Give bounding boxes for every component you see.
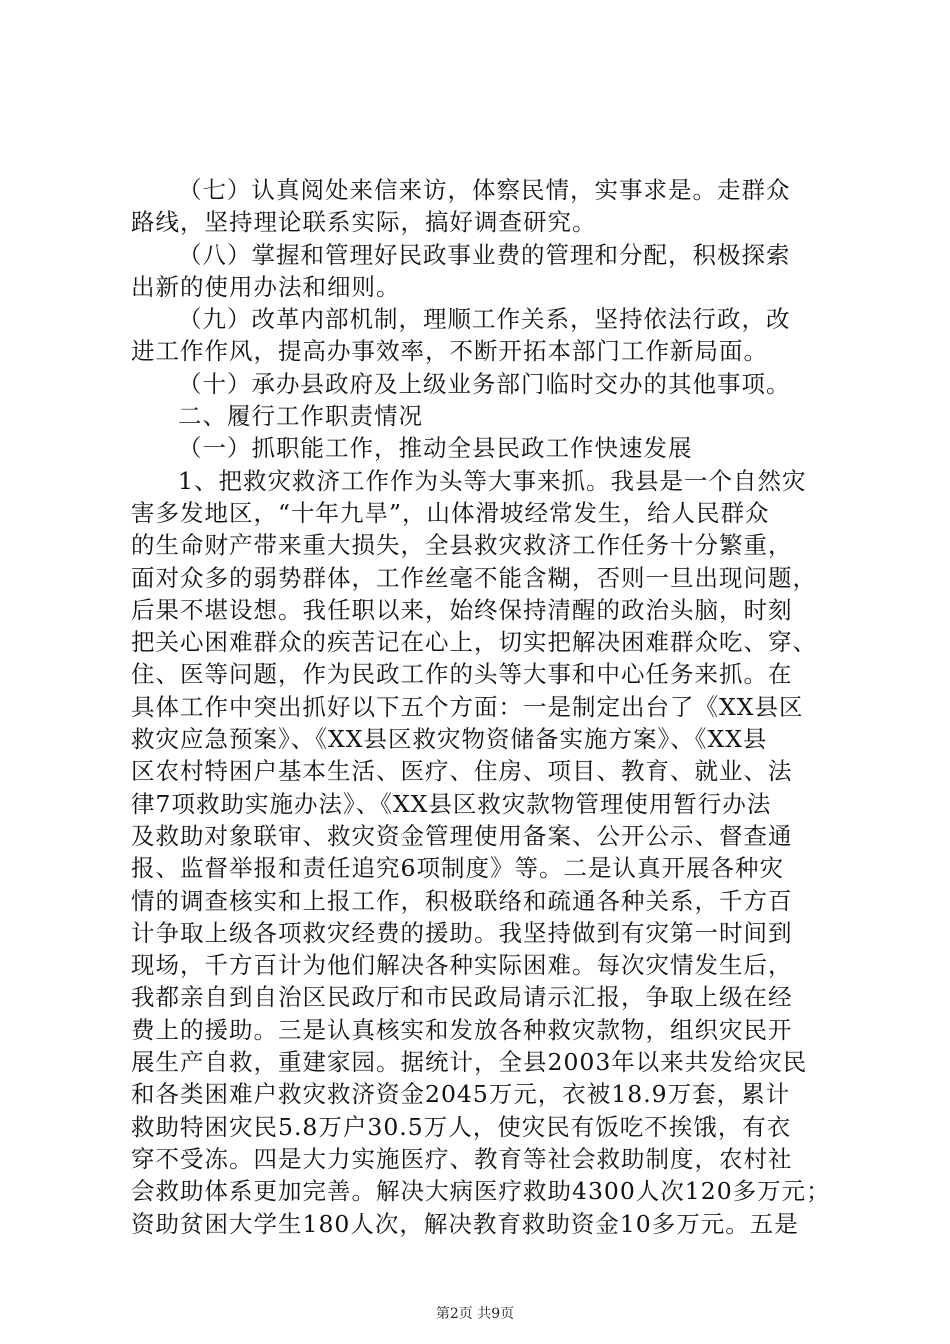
text-line: 穿不受冻。四是大力实施医疗、教育等社会救助制度，农村社	[131, 1144, 793, 1173]
text-line: 的生命财产带来重大损失，全县救灾救济工作任务十分繁重，	[131, 531, 793, 560]
text-line: （一）抓职能工作，推动全县民政工作快速发展	[178, 434, 693, 463]
text-line: 展生产自救，重建家园。据统计，全县2003年以来共发给灾民	[131, 1048, 808, 1077]
text-line: 现场，千方百计为他们解决各种实际困难。每次灾情发生后，	[131, 951, 793, 980]
text-line: 和各类困难户救灾救济资金2045万元，衣被18.9万套，累计	[131, 1080, 791, 1109]
body-text	[131, 174, 831, 1240]
text-line: 区农村特困户基本生活、医疗、住房、项目、教育、就业、法	[131, 757, 793, 786]
text-line: 救助特困灾民5.8万户30.5万人，使灾民有饭吃不挨饿，有衣	[131, 1112, 792, 1141]
page-footer: 第2页 共9页	[435, 1306, 515, 1322]
text-line: 害多发地区，“十年九旱”，山体滑坡经常发生，给人民群众	[131, 498, 770, 527]
text-line: 费上的援助。三是认真核实和发放各种救灾款物，组织灾民开	[131, 1015, 793, 1044]
text-line: 情的调查核实和上报工作，积极联络和疏通各种关系，千方百	[131, 886, 793, 915]
text-line: （十）承办县政府及上级业务部门临时交办的其他事项。	[178, 369, 791, 398]
text-line: 1、把救灾救济工作作为头等大事来抓。我县是一个自然灾	[178, 466, 807, 495]
text-line: 律7项救助实施办法》、《XX县区救灾款物管理使用暂行办法	[131, 789, 772, 818]
text-line: 具体工作中突出抓好以下五个方面：一是制定出台了《XX县区	[131, 692, 804, 721]
text-line: 后果不堪设想。我任职以来，始终保持清醒的政治头脑，时刻	[131, 595, 793, 624]
text-line: （九）改革内部机制，理顺工作关系，坚持依法行政，改	[178, 305, 791, 334]
text-line: 出新的使用办法和细则。	[131, 272, 401, 301]
text-line: （七）认真阅处来信来访，体察民情，实事求是。走群众	[178, 176, 791, 204]
text-line: 报、监督举报和责任追究6项制度》等。二是认真开展各种灾	[131, 854, 784, 883]
text-line: 面对众多的弱势群体，工作丝毫不能含糊，否则一旦出现问题，	[131, 563, 817, 592]
text-line: 计争取上级各项救灾经费的援助。我坚持做到有灾第一时间到	[131, 918, 793, 947]
text-line: 住、医等问题，作为民政工作的头等大事和中心任务来抓。在	[131, 660, 793, 689]
text-line: 资助贫困大学生180人次，解决教育救助资金10多万元。五是	[131, 1209, 799, 1238]
text-line: 路线，坚持理论联系实际，搞好调查研究。	[131, 208, 597, 237]
text-line: 把关心困难群众的疾苦记在心上，切实把解决困难群众吃、穿、	[131, 628, 817, 657]
text-line: 进工作作风，提高办事效率，不断开拓本部门工作新局面。	[131, 337, 768, 366]
text-line: 二、履行工作职责情况	[178, 402, 423, 431]
text-line: 救灾应急预案》、《XX县区救灾物资储备实施方案》、《XX县	[131, 725, 768, 754]
text-line: 及救助对象联审、救灾资金管理使用备案、公开公示、督查通	[131, 821, 793, 850]
text-line: 我都亲自到自治区民政厅和市民政局请示汇报，争取上级在经	[131, 983, 793, 1012]
text-line: 会救助体系更加完善。解决大病医疗救助4300人次120多万元；	[131, 1177, 831, 1206]
text-line: （八）掌握和管理好民政事业费的管理和分配，积极探索	[178, 240, 791, 269]
